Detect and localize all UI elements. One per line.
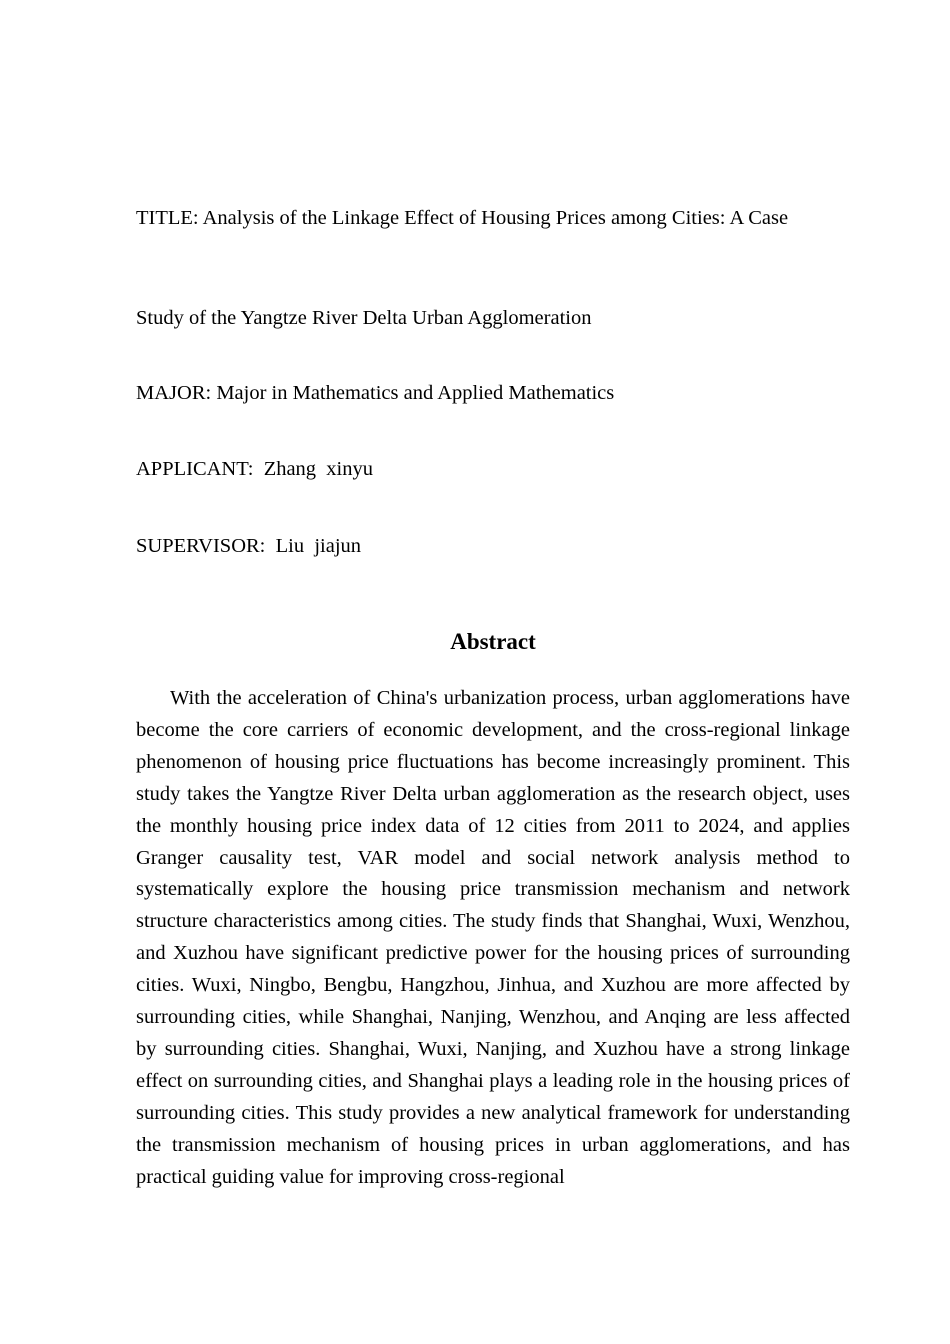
applicant-line <box>136 457 850 481</box>
major-label: MAJOR: <box>136 382 212 404</box>
major-value: Major in Mathematics and Applied Mathematics <box>216 382 615 404</box>
supervisor-label: SUPERVISOR: <box>136 535 266 557</box>
supervisor-line <box>136 534 850 558</box>
abstract-body: With the acceleration of China's urbanization process, urban agglomerations have become the core carriers of economic development, and the cross-regional linkage phenomenon of housing price fluctuations has become increasingly prominent. This study takes the Yangtze River Delta urban agglomeration as the research object, uses the monthly housing price index data of 12 cities from 2011 to 2024, and applies Granger causality test, VAR model and social network analysis method to systematically explore the housing price transmission mechanism and network structure characteristics among cities. The study finds that Shanghai, Wuxi, Wenzhou, and Xuzhou have significant predictive power for the housing prices of surrounding cities. Wuxi, Ningbo, Bengbu, Hangzhou, Jinhua, and Xuzhou are more affected by surrounding cities, while Shanghai, Nanjing, Wenzhou, and Anqing are less affected by surrounding cities. Shanghai, Wuxi, Nanjing, and Xuzhou have a strong linkage effect on surrounding cities, and Shanghai plays a leading role in the housing prices of surrounding cities. This study provides a new analytical framework for understanding the transmission mechanism of housing prices in urban agglomerations, and has practical guiding value for improving cross-regional <box>136 687 850 1188</box>
title-text-part-2: Study of the Yangtze River Delta Urban Agglomeration <box>136 307 592 329</box>
title-text-part-1: Analysis of the Linkage Effect of Housing Prices among Cities: A Case <box>202 207 789 229</box>
title-label: TITLE: <box>136 207 199 229</box>
applicant-label: APPLICANT: <box>136 458 254 480</box>
abstract-heading: Abstract <box>450 629 536 654</box>
applicant-value: Zhang xinyu <box>263 458 374 480</box>
thesis-title-line-1 <box>136 206 850 230</box>
supervisor-value: Liu jiajun <box>275 535 362 557</box>
thesis-title-line-2 <box>136 306 850 330</box>
major-line <box>136 381 850 405</box>
